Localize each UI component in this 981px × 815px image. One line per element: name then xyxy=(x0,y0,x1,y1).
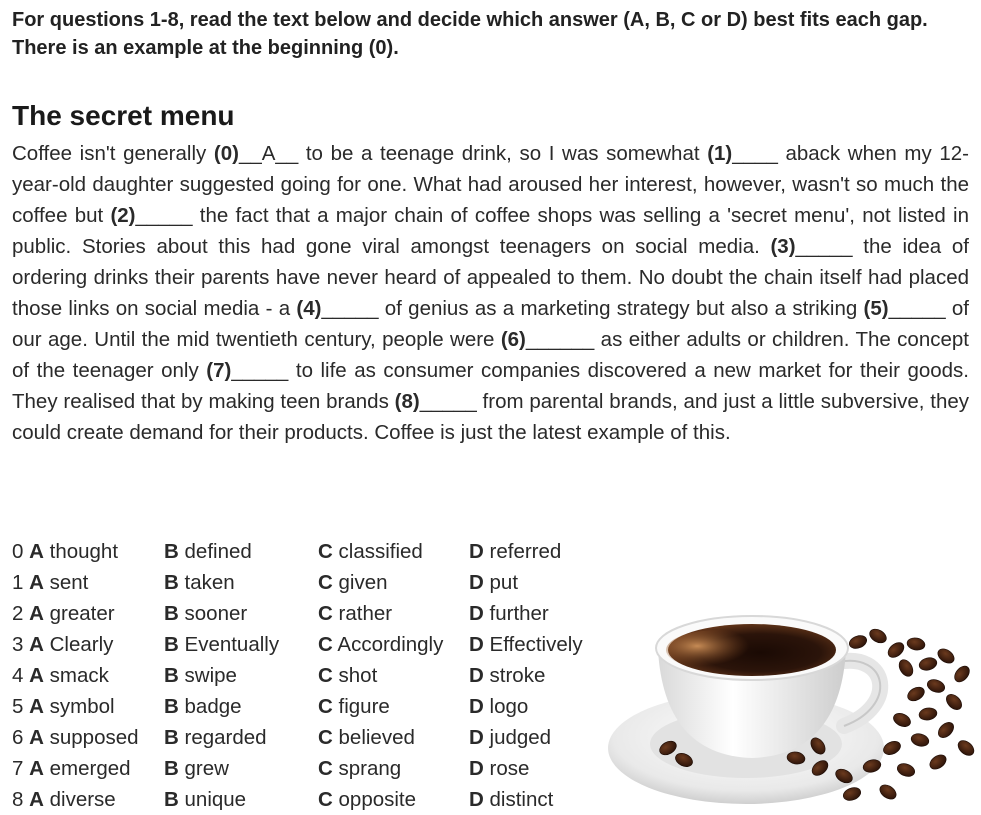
option-b xyxy=(164,753,318,784)
option-letter: D xyxy=(469,571,484,594)
option-b xyxy=(164,598,318,629)
option-letter: A xyxy=(29,540,44,563)
option-word: defined xyxy=(184,540,252,563)
option-b xyxy=(164,660,318,691)
option-a xyxy=(12,691,164,722)
option-word: classified xyxy=(338,540,423,563)
option-letter: D xyxy=(469,757,484,780)
option-row xyxy=(12,536,583,567)
passage-text xyxy=(12,138,969,448)
option-d xyxy=(469,598,583,629)
gap-number: (4) xyxy=(296,297,322,320)
gap-blank: ____ xyxy=(732,142,778,165)
option-b xyxy=(164,722,318,753)
passage-segment: aback when my 12-year-old daughter suggested going for one. What had aroused her interest, however, wasn't so much the coffee but xyxy=(12,142,969,227)
passage-segment: to be a teenage drink, so I was somewhat xyxy=(298,142,708,165)
option-c xyxy=(318,598,469,629)
passage-segment: as either adults or children. The concept of the teenager only xyxy=(12,328,969,382)
option-row xyxy=(12,598,583,629)
option-letter: D xyxy=(469,540,484,563)
option-word: diverse xyxy=(49,788,116,811)
option-row xyxy=(12,629,583,660)
option-b xyxy=(164,567,318,598)
question-number: 0 xyxy=(12,540,24,563)
gap-blank: _____ xyxy=(795,235,853,258)
option-word: grew xyxy=(184,757,229,780)
option-d xyxy=(469,753,583,784)
option-word: symbol xyxy=(49,695,115,718)
option-c xyxy=(318,567,469,598)
option-d xyxy=(469,536,583,567)
passage-segment: to life as consumer companies discovered a new market for their goods. They realised that by making teen brands xyxy=(12,359,969,413)
option-word: further xyxy=(489,602,549,625)
option-b xyxy=(164,536,318,567)
option-letter: D xyxy=(469,788,484,811)
passage-segment: the fact that a major chain of coffee shops was selling a 'secret menu', not listed in public. Stories about this had gone viral amongst teenagers on social media. xyxy=(12,204,969,258)
gap-number: (8) xyxy=(394,390,420,413)
option-word: greater xyxy=(49,602,115,625)
gap-blank: _____ xyxy=(135,204,193,227)
option-letter: C xyxy=(318,664,333,687)
option-letter: A xyxy=(29,602,44,625)
passage-segment: from parental brands, and just a little subversive, they could create demand for their products. Coffee is just the latest example of this. xyxy=(12,390,970,444)
option-letter: D xyxy=(469,664,484,687)
option-word: regarded xyxy=(184,726,267,749)
option-letter: C xyxy=(318,602,333,625)
option-a xyxy=(12,629,164,660)
option-word: sent xyxy=(49,571,89,594)
option-word: shot xyxy=(338,664,378,687)
option-word: smack xyxy=(49,664,109,687)
option-row xyxy=(12,691,583,722)
option-letter: B xyxy=(164,571,179,594)
gap-number: (2) xyxy=(110,204,136,227)
question-number: 6 xyxy=(12,726,24,749)
gap-blank: _____ xyxy=(321,297,379,320)
option-word: put xyxy=(489,571,519,594)
option-d xyxy=(469,567,583,598)
option-letter: C xyxy=(318,540,333,563)
option-word: given xyxy=(338,571,388,594)
option-letter: A xyxy=(29,788,44,811)
option-word: swipe xyxy=(184,664,237,687)
option-b xyxy=(164,784,318,815)
option-letter: D xyxy=(469,633,484,656)
option-word: Eventually xyxy=(184,633,280,656)
option-letter: A xyxy=(29,757,44,780)
option-c xyxy=(318,784,469,815)
option-row xyxy=(12,722,583,753)
option-a xyxy=(12,722,164,753)
option-a xyxy=(12,536,164,567)
option-word: rose xyxy=(489,757,530,780)
option-d xyxy=(469,691,583,722)
option-word: Effectively xyxy=(489,633,583,656)
option-letter: B xyxy=(164,788,179,811)
option-letter: B xyxy=(164,540,179,563)
option-b xyxy=(164,629,318,660)
option-d xyxy=(469,660,583,691)
question-number: 5 xyxy=(12,695,24,718)
option-d xyxy=(469,629,583,660)
option-a xyxy=(12,753,164,784)
option-a xyxy=(12,660,164,691)
question-number: 4 xyxy=(12,664,24,687)
option-word: referred xyxy=(489,540,562,563)
option-letter: B xyxy=(164,664,179,687)
gap-number: (7) xyxy=(206,359,232,382)
gap-number: (1) xyxy=(707,142,733,165)
gap-number: (5) xyxy=(863,297,889,320)
option-d xyxy=(469,722,583,753)
option-word: sooner xyxy=(184,602,248,625)
option-letter: D xyxy=(469,726,484,749)
passage-segment: of our age. Until the mid twentieth century, people were xyxy=(12,297,970,351)
option-letter: A xyxy=(29,664,44,687)
option-row xyxy=(12,660,583,691)
passage-segment: Coffee isn't generally xyxy=(12,142,214,165)
option-word: distinct xyxy=(489,788,554,811)
options-table xyxy=(12,536,583,815)
gap-number: (3) xyxy=(770,235,796,258)
page-title: The secret menu xyxy=(12,100,235,131)
gap-blank: _____ xyxy=(231,359,289,382)
option-word: rather xyxy=(338,602,393,625)
option-letter: C xyxy=(318,788,333,811)
question-number: 2 xyxy=(12,602,24,625)
gap-blank: ______ xyxy=(525,328,595,351)
option-word: logo xyxy=(489,695,529,718)
option-row xyxy=(12,753,583,784)
question-number: 1 xyxy=(12,571,24,594)
option-letter: B xyxy=(164,633,179,656)
option-word: judged xyxy=(489,726,552,749)
option-word: taken xyxy=(184,571,235,594)
passage-segment: of genius as a marketing strategy but also a striking xyxy=(378,297,864,320)
passage-segment: the idea of ordering drinks their parents have never heard of appealed to them. No doubt the chain itself had placed those links on social media - a xyxy=(12,235,969,320)
option-letter: A xyxy=(29,695,44,718)
option-c xyxy=(318,629,469,660)
option-word: unique xyxy=(184,788,247,811)
option-letter: C xyxy=(318,726,333,749)
gap-blank: _____ xyxy=(419,390,477,413)
option-letter: A xyxy=(29,633,44,656)
option-word: supposed xyxy=(49,726,139,749)
option-word: believed xyxy=(338,726,415,749)
option-d xyxy=(469,784,583,815)
option-c xyxy=(318,722,469,753)
option-word: figure xyxy=(338,695,390,718)
gap-blank: _____ xyxy=(888,297,946,320)
question-number: 7 xyxy=(12,757,24,780)
option-letter: C xyxy=(318,757,333,780)
option-a xyxy=(12,598,164,629)
option-c xyxy=(318,691,469,722)
option-letter: B xyxy=(164,695,179,718)
gap-blank: __A__ xyxy=(238,142,299,165)
option-a xyxy=(12,567,164,598)
option-word: emerged xyxy=(49,757,131,780)
option-c xyxy=(318,660,469,691)
option-word: opposite xyxy=(338,788,417,811)
option-letter: D xyxy=(469,602,484,625)
question-number: 8 xyxy=(12,788,24,811)
instructions: For questions 1-8, read the text below and decide which answer (A, B, C or D) best fits each gap. There is an example at the beginning (0). xyxy=(12,9,928,59)
option-letter: B xyxy=(164,757,179,780)
option-c xyxy=(318,536,469,567)
coffee-cup-image xyxy=(606,598,980,810)
option-letter: D xyxy=(469,695,484,718)
question-number: 3 xyxy=(12,633,24,656)
option-letter: A xyxy=(29,726,44,749)
option-word: Clearly xyxy=(49,633,114,656)
option-letter: C xyxy=(318,695,333,718)
option-word: stroke xyxy=(489,664,546,687)
option-row xyxy=(12,784,583,815)
option-letter: C xyxy=(318,633,333,656)
option-word: sprang xyxy=(338,757,402,780)
option-letter: C xyxy=(318,571,333,594)
option-letter: A xyxy=(29,571,44,594)
option-word: Accordingly xyxy=(337,633,444,656)
option-word: badge xyxy=(184,695,242,718)
option-letter: B xyxy=(164,602,179,625)
option-letter: B xyxy=(164,726,179,749)
option-c xyxy=(318,753,469,784)
gap-number: (0) xyxy=(213,142,239,165)
option-row xyxy=(12,567,583,598)
option-word: thought xyxy=(49,540,119,563)
option-b xyxy=(164,691,318,722)
gap-number: (6) xyxy=(500,328,526,351)
option-a xyxy=(12,784,164,815)
